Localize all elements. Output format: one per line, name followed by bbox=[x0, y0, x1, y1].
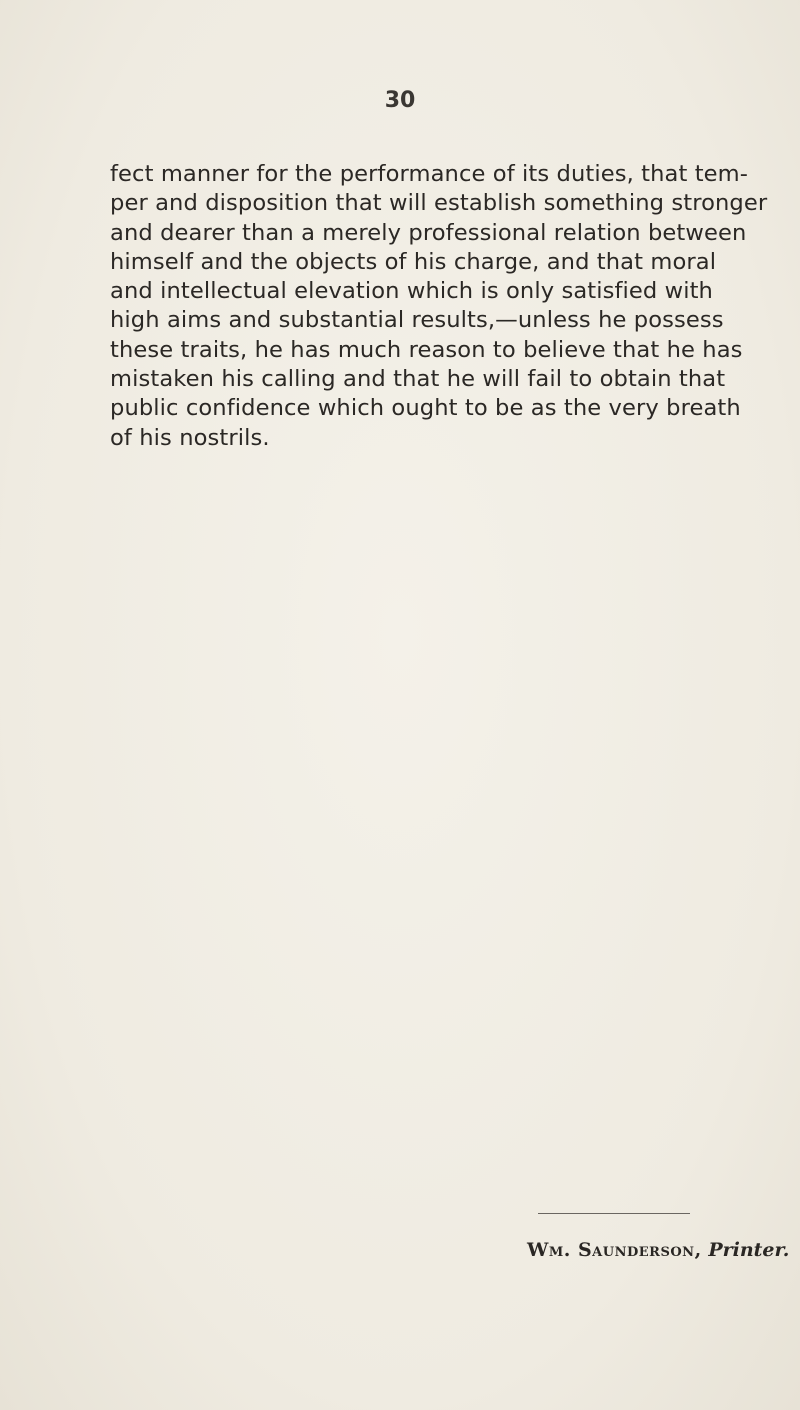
text-line: per and disposition that will establish something stronger bbox=[110, 190, 768, 217]
text-line: these traits, he has much reason to believe that he has bbox=[110, 336, 743, 363]
text-line: himself and the objects of his charge, and that moral bbox=[110, 248, 717, 275]
text-line: and intellectual elevation which is only satisfied with bbox=[110, 278, 713, 305]
text-line: fect manner for the performance of its duties, that tem- bbox=[110, 161, 749, 187]
text-line: of his nostrils. bbox=[110, 424, 270, 451]
printer-role: Printer. bbox=[708, 1239, 790, 1261]
text-line: mistaken his calling and that he will fail to obtain that bbox=[110, 366, 726, 393]
printer-imprint bbox=[527, 1239, 789, 1261]
printer-name: Wm. Saunderson, bbox=[527, 1239, 702, 1261]
body-paragraph bbox=[110, 160, 768, 453]
text-line: public confidence which ought to be as the very breath bbox=[110, 395, 741, 422]
text-line: and dearer than a merely professional relation between bbox=[110, 219, 747, 246]
imprint-rule bbox=[538, 1213, 690, 1214]
text-line: high aims and substantial results,—unless he possess bbox=[110, 307, 724, 334]
page-number: 30 bbox=[384, 88, 416, 113]
